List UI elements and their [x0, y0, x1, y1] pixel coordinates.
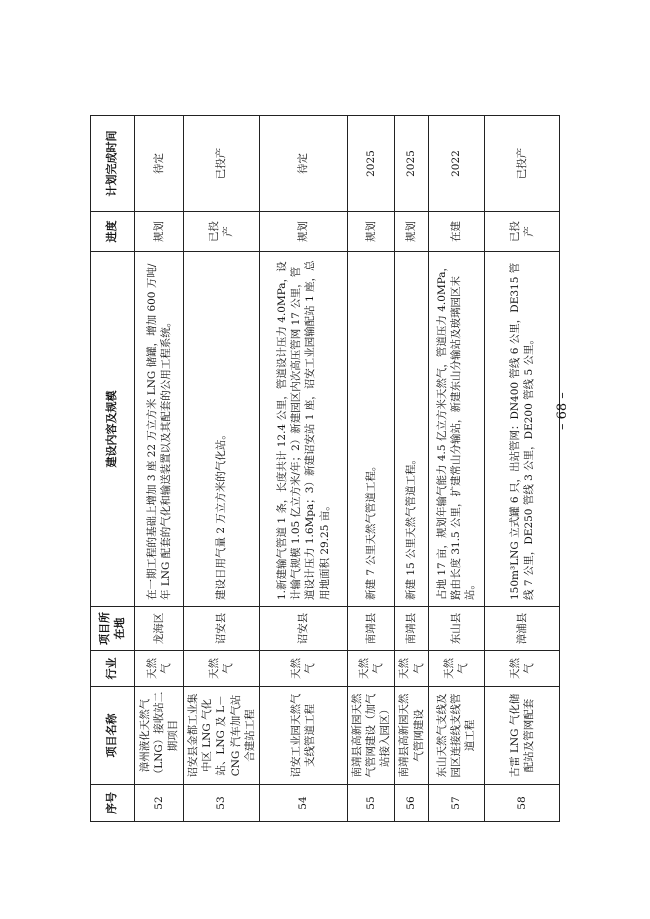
cell-progress: 规划: [259, 212, 347, 252]
cell-progress: 规划: [395, 212, 428, 252]
header-name: 项目名称: [91, 687, 135, 785]
cell-location: 南靖县: [347, 607, 395, 651]
cell-name: 南靖县高新园天然气管网建设（加气站接入园区）: [347, 687, 395, 785]
cell-location: 诏安县: [184, 607, 260, 651]
cell-completion: 已投产: [484, 116, 559, 212]
cell-name: 东山天然气支线及园区连接线支线管道工程: [428, 687, 484, 785]
header-row: [91, 116, 135, 822]
cell-location: 东山县: [428, 607, 484, 651]
cell-completion: 待定: [135, 116, 184, 212]
cell-industry: 天然气: [428, 651, 484, 687]
cell-no: 56: [395, 785, 428, 822]
cell-name: 古雷 LNG 气化储配站及管网配套: [484, 687, 559, 785]
cell-name: 南靖县高新园天然气管网建设: [395, 687, 428, 785]
header-progress: 进度: [91, 212, 135, 252]
cell-progress: 规划: [135, 212, 184, 252]
cell-scope: 新建 15 公里天然气管道工程。: [395, 252, 428, 607]
cell-no: 53: [184, 785, 260, 822]
rotated-table-container: [90, 116, 535, 822]
cell-progress: 已投产: [484, 212, 559, 252]
cell-industry: 天然气: [395, 651, 428, 687]
cell-completion: 2022: [428, 116, 484, 212]
cell-no: 55: [347, 785, 395, 822]
cell-industry: 天然气: [135, 651, 184, 687]
cell-location: 漳浦县: [484, 607, 559, 651]
cell-completion: 2025: [347, 116, 395, 212]
header-industry: 行业: [91, 651, 135, 687]
cell-no: 58: [484, 785, 559, 822]
table-row: [135, 116, 184, 822]
cell-industry: 天然气: [484, 651, 559, 687]
table-row: [259, 116, 347, 822]
cell-completion: 待定: [259, 116, 347, 212]
table-row: [484, 116, 559, 822]
cell-industry: 天然气: [347, 651, 395, 687]
header-no: 序号: [91, 785, 135, 822]
cell-completion: 2025: [395, 116, 428, 212]
table-row: [347, 116, 395, 822]
cell-completion: 已投产: [184, 116, 260, 212]
cell-name: 诏安工业园天然气支线管道工程: [259, 687, 347, 785]
cell-progress: 规划: [347, 212, 395, 252]
table-row: [184, 116, 260, 822]
header-location: 项目所在地: [91, 607, 135, 651]
cell-progress: 已投产: [184, 212, 260, 252]
cell-no: 52: [135, 785, 184, 822]
cell-scope: 占地 17 亩，规划年输气能力 4.5 亿立方米天然气，管道压力 4.0MPa，路由长度 31.5 公里，扩建常山分输站，新建东山分输站及玻璃园区末站。: [428, 252, 484, 607]
cell-location: 龙海区: [135, 607, 184, 651]
page-number: – 68 –: [555, 392, 570, 430]
cell-name: 漳州液化天然气（LNG）接收站二期项目: [135, 687, 184, 785]
cell-scope: 1.新建输气管道 1 条，长度共计 12.4 公里，管道设计压力 4.0MPa，设计输气规模 1.05 亿立方米/年；2）新建园区内次高压管网 17 公里，管道设计压力 1.6Mpa；3）新建诏安站 1 座，诏安工业园输配站 1 座，总用地面积 29.25 亩。: [259, 252, 347, 607]
cell-progress: 在建: [428, 212, 484, 252]
cell-scope: 在一期工程的基础上增加 3 座 22 万立方米 LNG 储罐，增加 600 万吨/年 LNG 配套的气化和输送装置以及其配套的公用工程系统。: [135, 252, 184, 607]
cell-name: 诏安县金都工业集中区 LNG 气化站、LNG 及 L－CNG 汽车加气站合建站工程: [184, 687, 260, 785]
cell-scope: 建设日用气量 2 万立方米的气化站。: [184, 252, 260, 607]
cell-no: 57: [428, 785, 484, 822]
cell-scope: 150m³LNG 立式罐 6 只，出站管网：DN400 管线 6 公里，DE315 管线 7 公里，DE250 管线 3 公里，DE200 管线 5 公里。: [484, 252, 559, 607]
cell-location: 诏安县: [259, 607, 347, 651]
header-scope: 建设内容及规模: [91, 252, 135, 607]
table-row: [395, 116, 428, 822]
header-completion: 计划完成时间: [91, 116, 135, 212]
cell-industry: 天然气: [259, 651, 347, 687]
cell-no: 54: [259, 785, 347, 822]
cell-scope: 新建 7 公里天然气管道工程。: [347, 252, 395, 607]
project-table: [90, 115, 560, 822]
table-row: [428, 116, 484, 822]
cell-industry: 天然气: [184, 651, 260, 687]
cell-location: 南靖县: [395, 607, 428, 651]
